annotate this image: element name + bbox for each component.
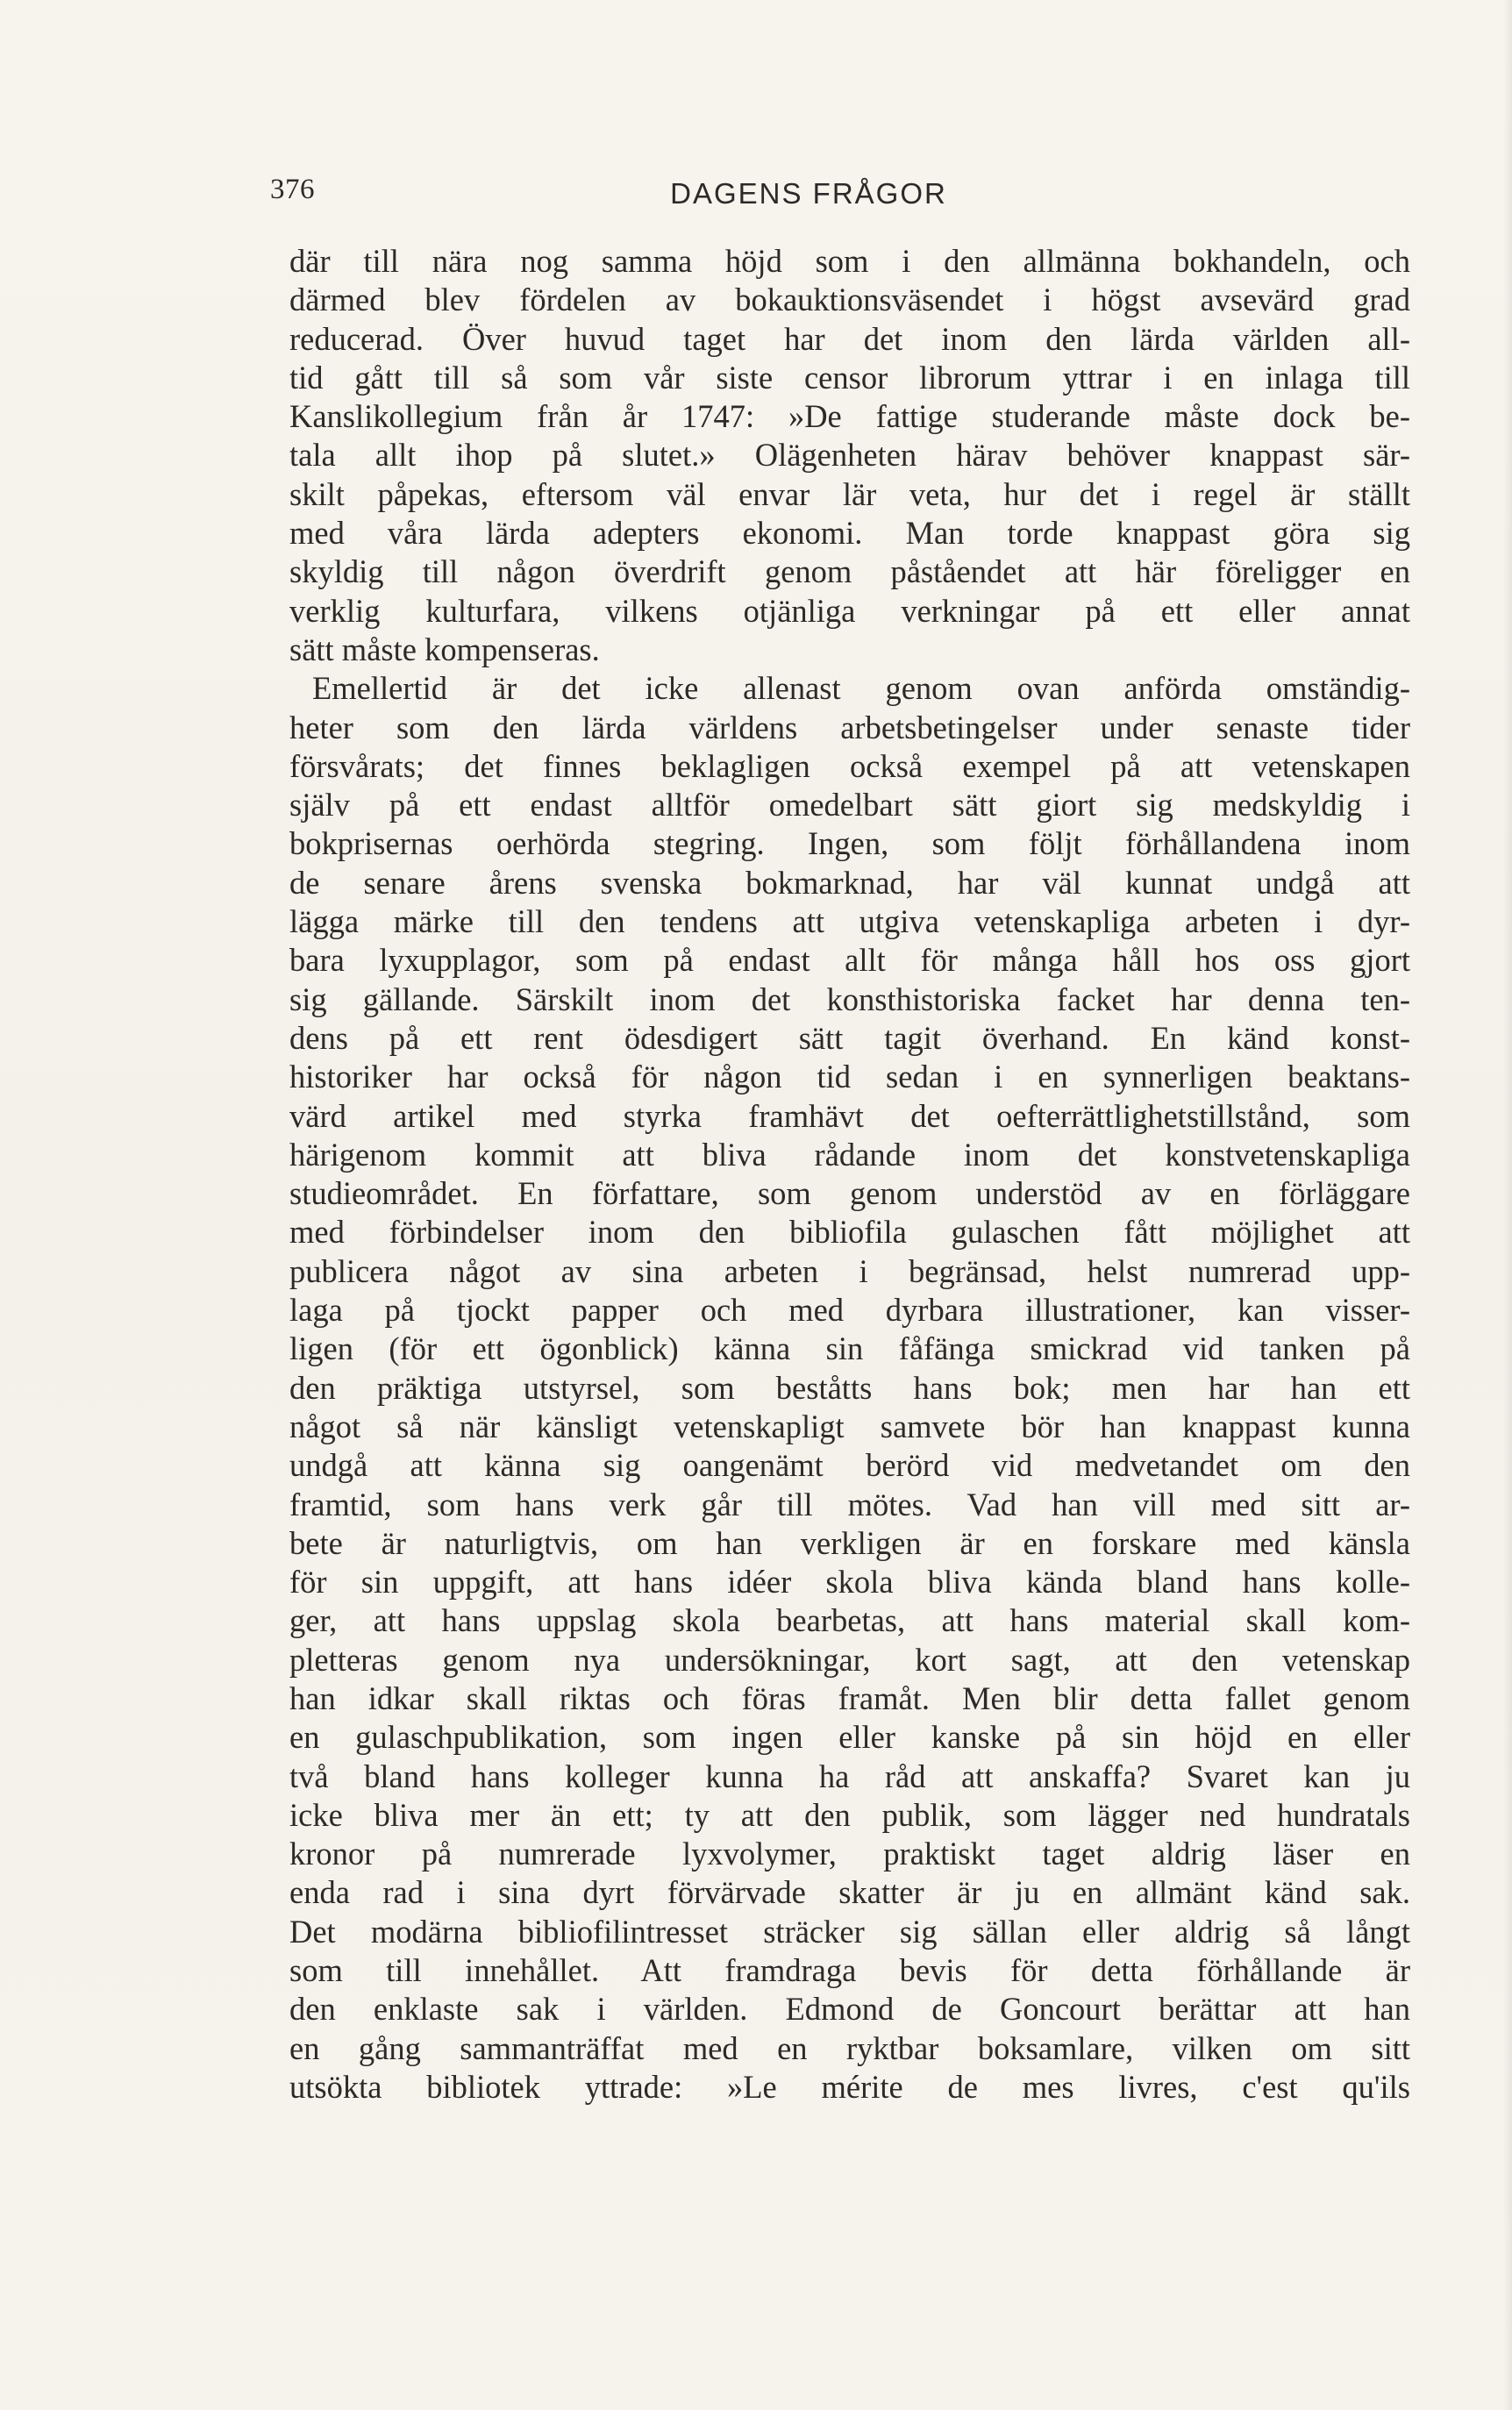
text-line: heter som den lärda världens arbetsbetingelser under senaste tider (289, 709, 1410, 745)
text-line: ger, att hans uppslag skola bearbetas, att hans material skall kom- (289, 1602, 1410, 1639)
text-line: framtid, som hans verk går till mötes. Vad han vill med sitt ar- (289, 1486, 1410, 1522)
text-line: bete är naturligtvis, om han verkligen är en forskare med känsla (289, 1524, 1410, 1561)
text-line: värd artikel med styrka framhävt det oefterrättlighetstillstånd, som (289, 1097, 1410, 1134)
text-line: pletteras genom nya undersökningar, kort sagt, att den vetenskap (289, 1641, 1410, 1678)
text-line: något så när känsligt vetenskapligt samvete bör han knappast kunna (289, 1408, 1410, 1444)
text-line: som till innehållet. Att framdraga bevis för detta förhållande är (289, 1952, 1410, 1989)
page-number: 376 (270, 174, 315, 205)
text-line: skilt påpekas, eftersom väl envar lär veta, hur det i regel är ställt (289, 475, 1410, 512)
page-edge-shadow (1503, 0, 1512, 2410)
text-line: dens på ett rent ödesdigert sätt tagit överhand. En känd konst- (289, 1019, 1410, 1056)
text-line: de senare årens svenska bokmarknad, har väl kunnat undgå att (289, 864, 1410, 901)
text-line: utsökta bibliotek yttrade: »Le mérite de mes livres, c'est qu'ils (289, 2068, 1410, 2105)
text-line: historiker har också för någon tid sedan i en synnerligen beaktans- (289, 1059, 1410, 1095)
body-text (289, 242, 1410, 2107)
text-line: där till nära nog samma höjd som i den allmänna bokhandeln, och (289, 243, 1410, 279)
text-line: med våra lärda adepters ekonomi. Man torde knappast göra sig (289, 515, 1410, 552)
text-line: Emellertid är det icke allenast genom ovan anförda omständig- (312, 670, 1410, 707)
text-line: den enklaste sak i världen. Edmond de Goncourt berättar att han (289, 1991, 1410, 2028)
text-line: bara lyxupplagor, som på endast allt för många håll hos oss gjort (289, 942, 1410, 979)
text-line: den präktiga utstyrsel, som beståtts hans bok; men har han ett (289, 1369, 1410, 1406)
text-line: två bland hans kolleger kunna ha råd att anskaffa? Svaret kan ju (289, 1758, 1410, 1794)
text-line: härigenom kommit att bliva rådande inom det konstvetenskapliga (289, 1136, 1410, 1173)
text-line: med förbindelser inom den bibliofila gulaschen fått möjlighet att (289, 1214, 1410, 1251)
text-line: en gulaschpublikation, som ingen eller kanske på sin höjd en eller (289, 1719, 1410, 1756)
text-line: tid gått till så som vår siste censor librorum yttrar i en inlaga till (289, 359, 1410, 396)
text-line: verklig kulturfara, vilkens otjänliga verkningar på ett eller annat (289, 592, 1410, 629)
text-line: lägga märke till den tendens att utgiva vetenskapliga arbeten i dyr- (289, 903, 1410, 940)
text-line: undgå att känna sig oangenämt berörd vid medvetandet om den (289, 1447, 1410, 1484)
text-line: tala allt ihop på slutet.» Olägenheten härav behöver knappast sär- (289, 437, 1410, 474)
text-line: ligen (för ett ögonblick) känna sin fåfänga smickrad vid tanken på (289, 1330, 1410, 1367)
text-line: han idkar skall riktas och föras framåt. Men blir detta fallet genom (289, 1679, 1410, 1716)
text-line: sig gällande. Särskilt inom det konsthistoriska facket har denna ten- (289, 980, 1410, 1017)
text-line: därmed blev fördelen av bokauktionsväsendet i högst avsevärd grad (289, 282, 1410, 318)
text-line: Det modärna bibliofilintresset sträcker sig sällan eller aldrig så långt (289, 1913, 1410, 1950)
text-line: för sin uppgift, att hans idéer skola bliva kända bland hans kolle- (289, 1564, 1410, 1601)
text-line: laga på tjockt papper och med dyrbara illustrationer, kan visser- (289, 1292, 1410, 1329)
text-line: reducerad. Över huvud taget har det inom den lärda världen all- (289, 320, 1410, 357)
text-line: publicera något av sina arbeten i begränsad, helst numrerad upp- (289, 1252, 1410, 1289)
text-line: kronor på numrerade lyxvolymer, praktiskt taget aldrig läser en (289, 1836, 1410, 1872)
text-line: en gång sammanträffat med en ryktbar boksamlare, vilken om sitt (289, 2029, 1410, 2066)
text-line: bokprisernas oerhörda stegring. Ingen, som följt förhållandena inom (289, 825, 1410, 862)
running-head: DAGENS FRÅGOR (670, 177, 947, 210)
text-line: studieområdet. En författare, som genom understöd av en förläggare (289, 1175, 1410, 1212)
text-line: skyldig till någon överdrift genom påståendet att här föreligger en (289, 553, 1410, 590)
text-line: Kanslikollegium från år 1747: »De fattige studerande måste dock be- (289, 398, 1410, 435)
text-line: icke bliva mer än ett; ty att den publik, som lägger ned hundratals (289, 1796, 1410, 1833)
text-line: sätt måste kompenseras. (289, 631, 600, 667)
text-line: enda rad i sina dyrt förvärvade skatter är ju en allmänt känd sak. (289, 1874, 1410, 1911)
text-line: försvårats; det finnes beklagligen också exempel på att vetenskapen (289, 747, 1410, 784)
text-line: själv på ett endast alltför omedelbart sätt giort sig medskyldig i (289, 787, 1410, 824)
